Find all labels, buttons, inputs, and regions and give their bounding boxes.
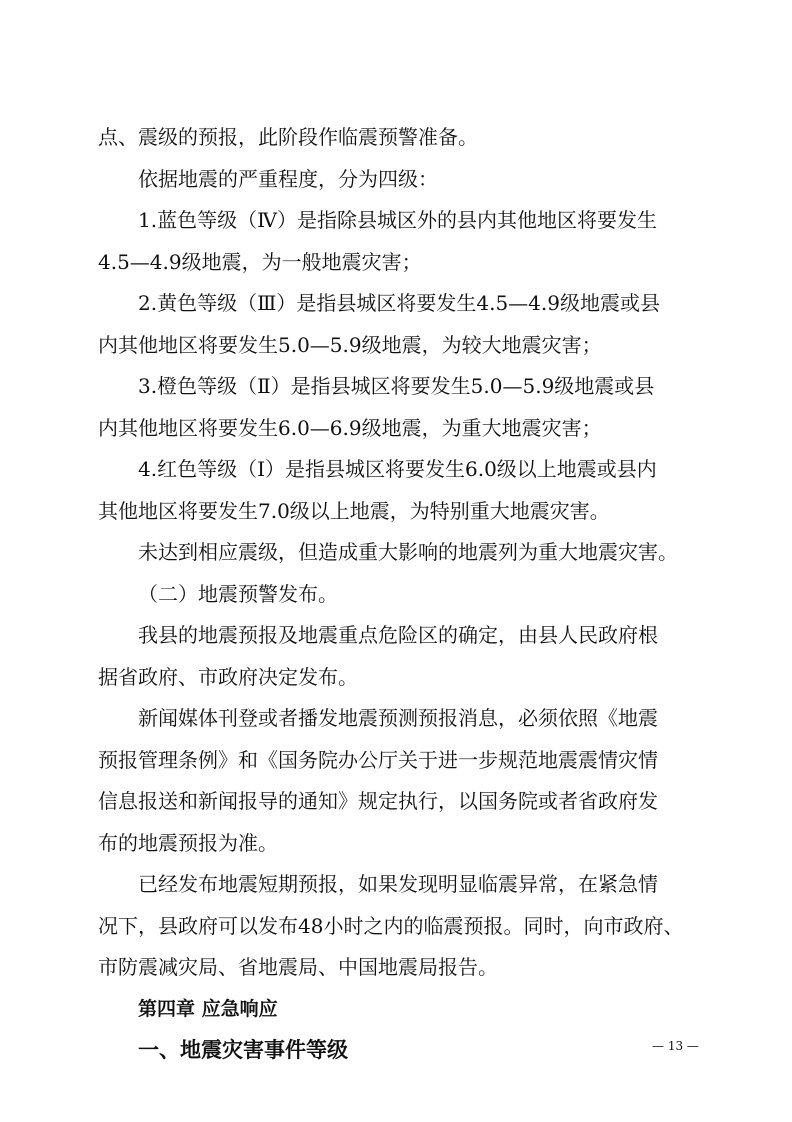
- paragraph-line: 新闻媒体刊登或者播发地震预测预报消息，必须依照《地震: [138, 706, 658, 730]
- page-number: — 13 —: [652, 1039, 699, 1053]
- paragraph-line: 已经发布地震短期预报，如果发现明显临震异常，在紧急情: [138, 872, 658, 896]
- paragraph-line: 未达到相应震级，但造成重大影响的地震列为重大地震灾害。: [138, 540, 678, 564]
- paragraph-line: 市防震减灾局、省地震局、中国地震局报告。: [98, 955, 498, 979]
- paragraph-line: 预报管理条例》和《国务院办公厅关于进一步规范地震震情灾情: [98, 748, 658, 772]
- chapter-heading: 第四章 应急响应: [138, 998, 278, 1020]
- paragraph-line: 我县的地震预报及地震重点危险区的确定，由县人民政府根: [138, 623, 658, 647]
- paragraph-line: 况下，县政府可以发布48小时之内的临震预报。同时，向市政府、: [98, 914, 684, 938]
- paragraph-line: 其他地区将要发生7.0级以上地震，为特别重大地震灾害。: [98, 499, 610, 523]
- subsection-heading: （二）地震预警发布。: [138, 582, 338, 606]
- paragraph-line: 据省政府、市政府决定发布。: [98, 665, 358, 689]
- paragraph-line: 点、震级的预报，此阶段作临震预警准备。: [98, 125, 478, 149]
- paragraph-line: 1.蓝色等级（Ⅳ）是指除县城区外的县内其他地区将要发生: [138, 208, 658, 232]
- paragraph-line: 依据地震的严重程度，分为四级：: [138, 167, 438, 191]
- paragraph-line: 4.红色等级（Ⅰ）是指县城区将要发生6.0级以上地震或县内: [138, 457, 657, 481]
- section-heading: 一、地震灾害事件等级: [138, 1037, 348, 1062]
- paragraph-line: 3.橙色等级（Ⅱ）是指县城区将要发生5.0—5.9级地震或县: [138, 374, 655, 398]
- paragraph-line: 4.5—4.9级地震，为一般地震灾害；: [98, 250, 422, 274]
- paragraph-line: 布的地震预报为准。: [98, 831, 278, 855]
- paragraph-line: 2.黄色等级（Ⅲ）是指县城区将要发生4.5—4.9级地震或县: [138, 291, 660, 315]
- paragraph-line: 内其他地区将要发生5.0—5.9级地震，为较大地震灾害；: [98, 333, 602, 357]
- paragraph-line: 内其他地区将要发生6.0—6.9级地震，为重大地震灾害；: [98, 416, 602, 440]
- paragraph-line: 信息报送和新闻报导的通知》规定执行，以国务院或者省政府发: [98, 789, 658, 813]
